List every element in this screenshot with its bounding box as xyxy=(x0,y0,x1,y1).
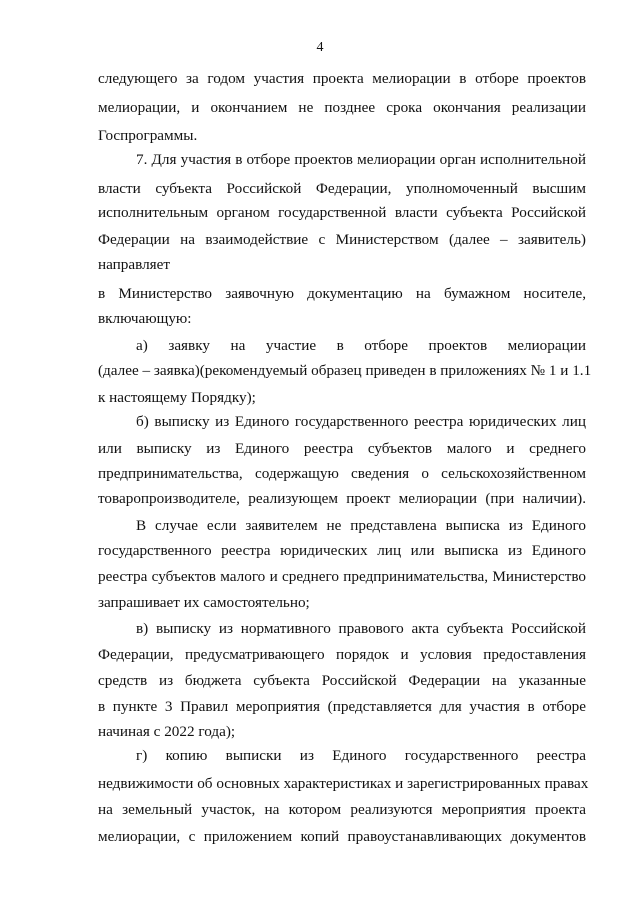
item-v-start: в) выписку из нормативного правового акта субъекта Российской xyxy=(136,620,586,637)
paragraph-7-start: 7. Для участия в отборе проектов мелиорации орган исполнительной xyxy=(136,151,586,168)
text-line: товаропроизводителе, реализующем проект мелиорации (при наличии). xyxy=(98,490,586,507)
text-line: средств из бюджета субъекта Российской Федерации на указанные xyxy=(98,672,586,689)
text-line: недвижимости об основных характеристиках и зарегистрированных правах xyxy=(98,775,589,792)
text-line: мелиорации, с приложением копий правоустанавливающих документов xyxy=(98,828,586,845)
text-line: реестра субъектов малого и среднего предпринимательства, Министерство xyxy=(98,568,586,585)
text-line: в пункте 3 Правил мероприятия (представляется для участия в отборе xyxy=(98,698,586,715)
text-line: государственного реестра юридических лиц или выписка из Единого xyxy=(98,542,586,559)
text-line: в Министерство заявочную документацию на бумажном носителе, xyxy=(98,285,586,302)
text-line: Госпрограммы. xyxy=(98,127,198,144)
text-line: (далее – заявка)(рекомендуемый образец приведен в приложениях № 1 и 1.1 xyxy=(98,362,592,379)
item-a-start: а) заявку на участие в отборе проектов мелиорации xyxy=(136,337,586,354)
text-line: запрашивает их самостоятельно; xyxy=(98,594,310,611)
text-line: включающую: xyxy=(98,310,192,327)
item-g-start: г) копию выписки из Единого государственного реестра xyxy=(136,747,586,764)
text-line: направляет xyxy=(98,256,171,273)
page-number: 4 xyxy=(316,40,324,55)
text-line: начиная с 2022 года); xyxy=(98,723,236,740)
item-b-start: б) выписку из Единого государственного реестра юридических лиц xyxy=(136,413,586,430)
text-line: исполнительным органом государственной власти субъекта Российской xyxy=(98,204,586,221)
text-line: на земельный участок, на котором реализуются мероприятия проекта xyxy=(98,801,586,818)
text-line: мелиорации, и окончанием не позднее срока окончания реализации xyxy=(98,99,586,116)
text-line: следующего за годом участия проекта мелиорации в отборе проектов xyxy=(98,70,586,87)
text-line: предпринимательства, содержащую сведения о сельскохозяйственном xyxy=(98,465,586,482)
text-line: Федерации, предусматривающего порядок и условия предоставления xyxy=(98,646,586,663)
text-line: или выписку из Единого реестра субъектов малого и среднего xyxy=(98,440,586,457)
text-line: власти субъекта Российской Федерации, уполномоченный высшим xyxy=(98,180,586,197)
text-line: к настоящему Порядку); xyxy=(98,389,256,406)
paragraph-start: В случае если заявителем не представлена выписка из Единого xyxy=(136,517,586,534)
text-line: Федерации на взаимодействие с Министерством (далее – заявитель) xyxy=(98,231,586,248)
